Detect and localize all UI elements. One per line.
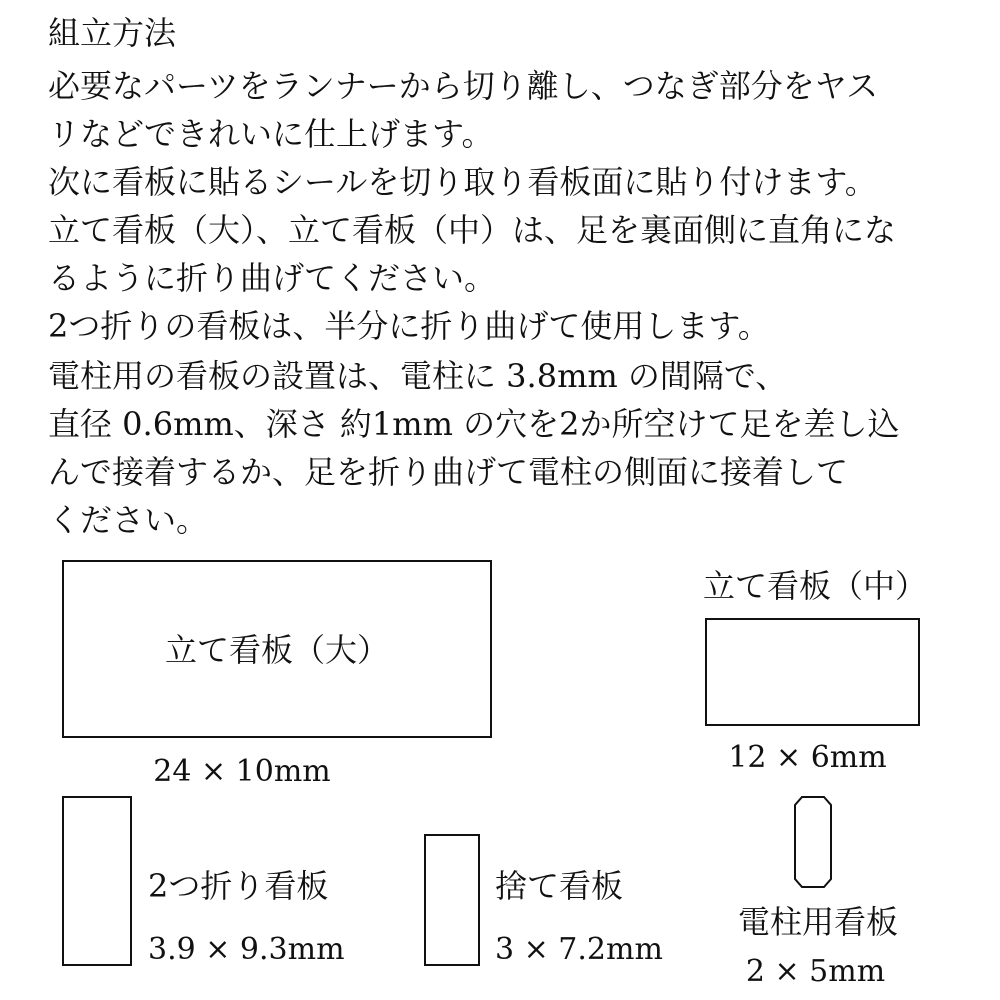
pole-sign-size: 2 × 5mm bbox=[745, 954, 886, 989]
pole-sign-label: 電柱用看板 bbox=[737, 903, 898, 941]
instruction-line: ください。 bbox=[48, 501, 209, 539]
instruction-line: 必要なパーツをランナーから切り離し、つなぎ部分をヤス bbox=[48, 67, 879, 105]
standing-sign-large-label: 立て看板（大） bbox=[164, 631, 389, 669]
folding-sign-label: 2つ折り看板 bbox=[148, 867, 329, 905]
standing-sign-medium-label: 立て看板（中） bbox=[702, 567, 927, 605]
pole-sign-instructions bbox=[48, 352, 900, 544]
standing-sign-medium-size: 12 × 6mm bbox=[728, 740, 887, 775]
instruction-line: 2つ折りの看板は、半分に折り曲げて使用します。 bbox=[48, 307, 770, 345]
folding-sign-size: 3.9 × 9.3mm bbox=[148, 932, 345, 967]
standing-sign-medium-outline bbox=[705, 618, 920, 726]
instruction-line: 次に看板に貼るシールを切り取り看板面に貼り付けます。 bbox=[48, 163, 877, 201]
discarded-sign-outline bbox=[424, 834, 480, 966]
assembly-instructions bbox=[48, 62, 896, 350]
instruction-line: リなどできれいに仕上げます。 bbox=[48, 115, 494, 153]
pole-sign-outline bbox=[793, 795, 833, 889]
folding-sign-outline bbox=[62, 796, 132, 966]
discarded-sign-size: 3 × 7.2mm bbox=[495, 932, 663, 967]
section-heading: 組立方法 bbox=[48, 14, 177, 52]
instruction-line: 立て看板（大）、立て看板（中）は、足を裏面側に直角にな bbox=[48, 211, 897, 249]
instruction-line: 電柱用の看板の設置は、電柱に 3.8mm の間隔で、 bbox=[48, 357, 788, 395]
instruction-line: 直径 0.6mm、深さ 約1mm の穴を2か所空けて足を差し込 bbox=[48, 405, 900, 443]
instruction-line: るように折り曲げてください。 bbox=[48, 259, 497, 297]
instruction-line: んで接着するか、足を折り曲げて電柱の側面に接着して bbox=[48, 453, 849, 491]
discarded-sign-label: 捨て看板 bbox=[495, 867, 624, 905]
standing-sign-large-size: 24 × 10mm bbox=[153, 754, 331, 789]
